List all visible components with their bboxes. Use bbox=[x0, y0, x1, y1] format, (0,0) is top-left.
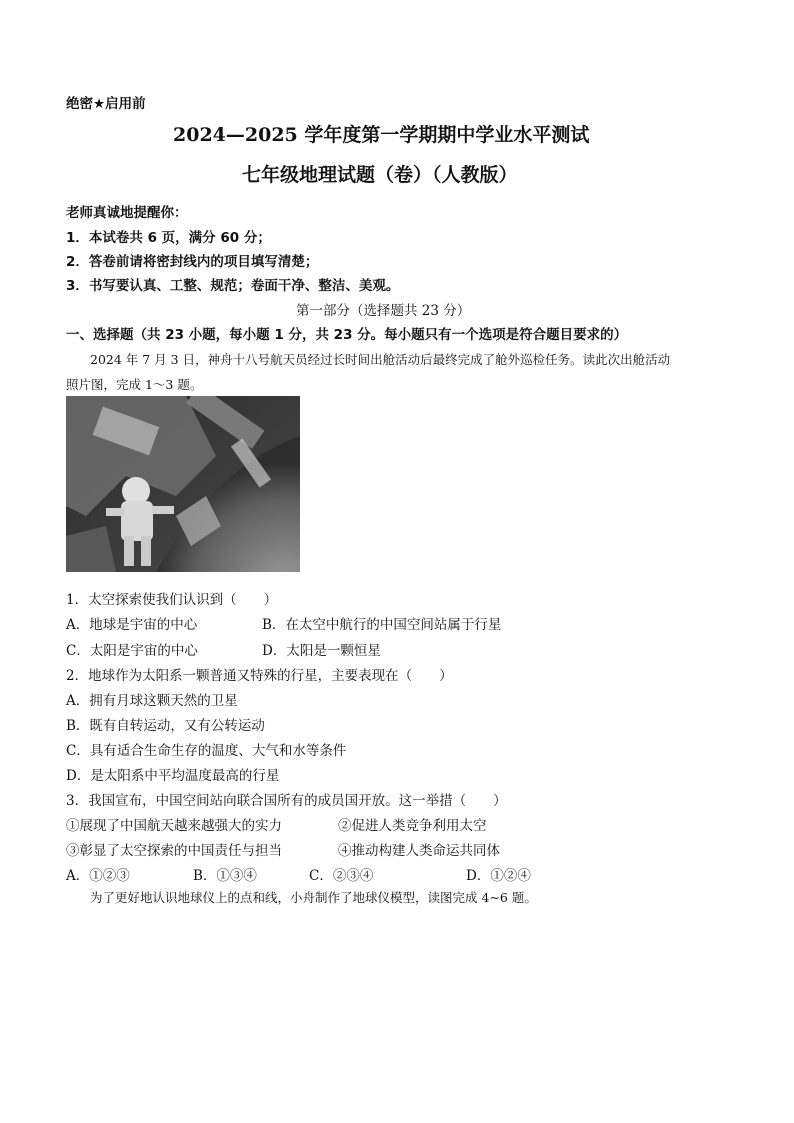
q3-option-d: D．①②④ bbox=[466, 868, 531, 884]
q3-statement-1: ①展现了中国航天越来越强大的实力 bbox=[66, 818, 282, 834]
q3-option-b: B．①③④ bbox=[193, 868, 257, 884]
section-title: 一、选择题（共 23 小题，每小题 1 分，共 23 分。每小题只有一个选项是符合题目要求的） bbox=[66, 327, 628, 343]
q1-option-b: B．在太空中航行的中国空间站属于行星 bbox=[262, 617, 502, 633]
q3-statement-4: ④推动构建人类命运共同体 bbox=[338, 843, 500, 859]
exam-title: 2024—2025 学年度第一学期期中学业水平测试 bbox=[173, 124, 590, 146]
reminder-item-1: 1．本试卷共 6 页，满分 60 分； bbox=[66, 230, 271, 246]
exam-subtitle: 七年级地理试题（卷）（人教版） bbox=[242, 164, 518, 186]
q2-option-d: D．是太阳系中平均温度最高的行星 bbox=[66, 768, 280, 784]
q1-option-a: A．地球是宇宙的中心 bbox=[66, 617, 198, 633]
q1-option-d: D．太阳是一颗恒星 bbox=[262, 643, 381, 659]
intro-line-2: 照片图，完成 1～3 题。 bbox=[66, 377, 203, 392]
q3-stem: 3．我国宣布，中国空间站向联合国所有的成员国开放。这一举措（ ） bbox=[66, 793, 507, 809]
reminder-item-3: 3．书写要认真、工整、规范；卷面干净、整洁、美观。 bbox=[66, 278, 400, 294]
q3-option-a: A．①②③ bbox=[66, 868, 130, 884]
q2-stem: 2．地球作为太阳系一颗普通又特殊的行星，主要表现在（ ） bbox=[66, 668, 453, 684]
reminder-item-2: 2．答卷前请将密封线内的项目填写清楚； bbox=[66, 254, 319, 270]
q2-option-a: A．拥有月球这颗天然的卫星 bbox=[66, 693, 238, 709]
part1-heading: 第一部分（选择题共 23 分） bbox=[296, 303, 471, 319]
q3-statement-2: ②促进人类竞争利用太空 bbox=[338, 818, 487, 834]
reminder-heading: 老师真诚地提醒你： bbox=[66, 205, 188, 221]
q3-statement-3: ③彰显了太空探索的中国责任与担当 bbox=[66, 843, 282, 859]
q2-option-b: B．既有自转运动，又有公转运动 bbox=[66, 718, 265, 734]
q1-option-c: C．太阳是宇宙的中心 bbox=[66, 643, 198, 659]
intro-q4-6: 为了更好地认识地球仪上的点和线，小舟制作了地球仪模型，读图完成 4~6 题。 bbox=[90, 890, 537, 905]
secret-label: 绝密★启用前 bbox=[66, 96, 146, 112]
q1-stem: 1．太空探索使我们认识到（ ） bbox=[66, 592, 278, 608]
spacewalk-photo bbox=[66, 396, 300, 572]
q2-option-c: C．具有适合生命生存的温度、大气和水等条件 bbox=[66, 743, 347, 759]
q3-option-c: C．②③④ bbox=[309, 868, 374, 884]
intro-line-1: 2024 年 7 月 3 日，神舟十八号航天员经过长时间出舱活动后最终完成了舱外巡检任务。读此次出舱活动 bbox=[90, 352, 671, 367]
